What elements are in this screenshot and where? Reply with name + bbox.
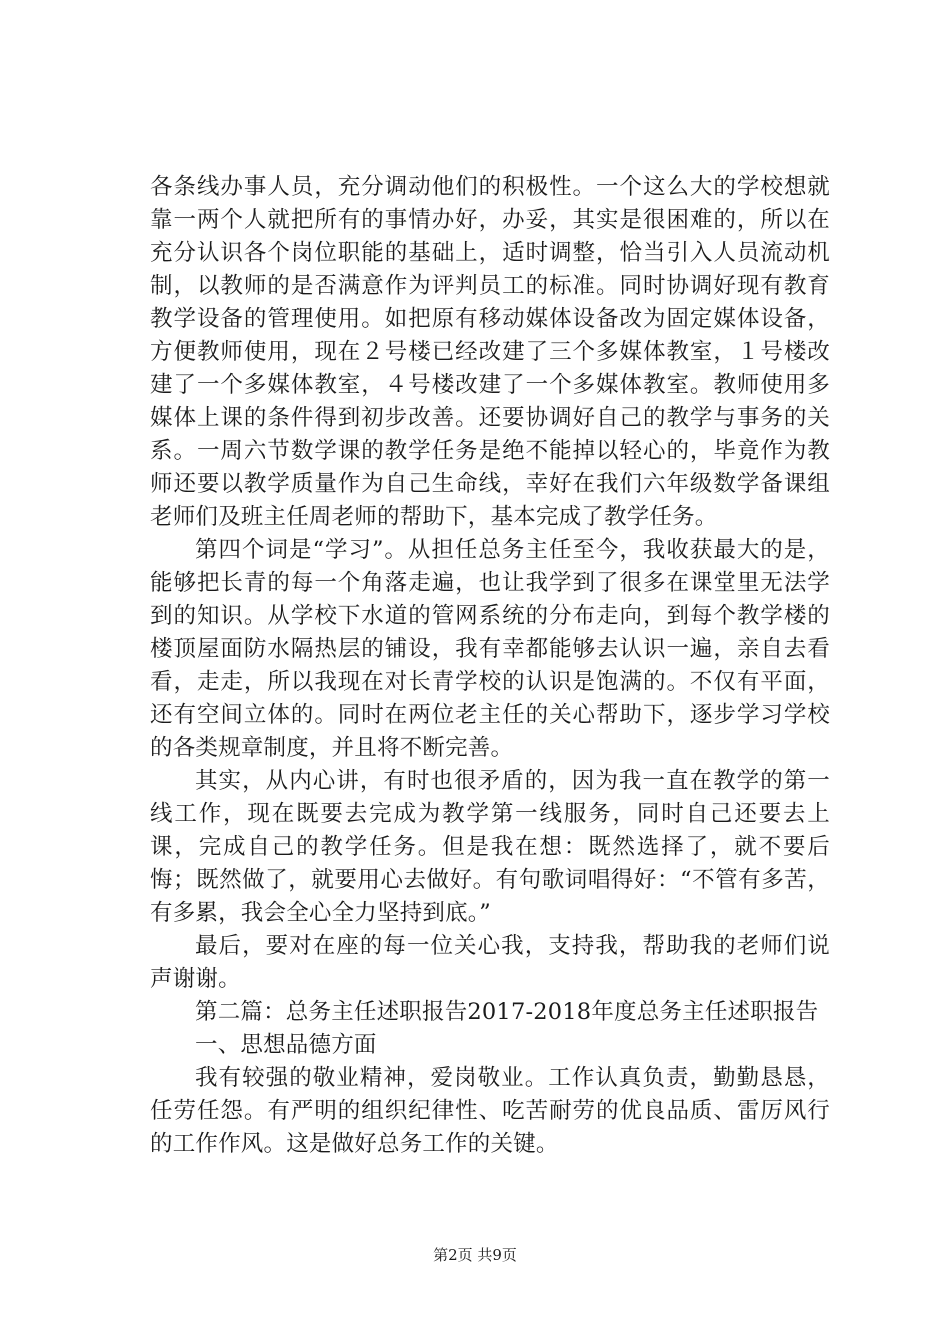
document-body <box>150 171 830 1161</box>
paragraph-learning: 第四个词是“学习”。从担任总务主任至今，我收获最大的是，能够把长青的每一个角落走遍，也让我学到了很多在课堂里无法学到的知识。从学校下水道的管网系统的分布走向，到每个教学楼的楼顶屋面防水隔热层的铺设，我有幸都能够去认识一遍，亲自去看看，走走，所以我现在对长青学校的认识是饱满的。不仅有平面，还有空间立体的。同时在两位老主任的关心帮助下，逐步学习学校的各类规章制度，并且将不断完善。 <box>150 537 830 761</box>
paragraph-work-ethic: 我有较强的敬业精神，爱岗敬业。工作认真负责，勤勤恳恳，任劳任怨。有严明的组织纪律性、吃苦耐劳的优良品质、雷厉风行的工作作风。这是做好总务工作的关键。 <box>150 1065 830 1157</box>
paragraph-reflection: 其实，从内心讲，有时也很矛盾的，因为我一直在教学的第一线工作，现在既要去完成为教学第一线服务，同时自己还要去上课，完成自己的教学任务。但是我在想：既然选择了，就不要后悔；既然做了，就要用心去做好。有句歌词唱得好：“不管有多苦，有多累，我会全心全力坚持到底。” <box>150 768 830 926</box>
subheading-moral-character: 一、思想品德方面 <box>195 1032 377 1058</box>
paragraph-thanks: 最后，要对在座的每一位关心我，支持我，帮助我的老师们说声谢谢。 <box>150 933 830 992</box>
paragraph-coordination-continued: 各条线办事人员，充分调动他们的积极性。一个这么大的学校想就靠一两个人就把所有的事情办好，办妥，其实是很困难的，所以在充分认识各个岗位职能的基础上，适时调整，恰当引入人员流动机制，以教师的是否满意作为评判员工的标准。同时协调好现有教育教学设备的管理使用。如把原有移动媒体设备改为固定媒体设备，方便教师使用，现在２号楼已经改建了三个多媒体教室，１号楼改建了一个多媒体教室，４号楼改建了一个多媒体教室。教师使用多媒体上课的条件得到初步改善。还要协调好自己的教学与事务的关系。一周六节数学课的教学任务是绝不能掉以轻心的，毕竟作为教师还要以教学质量作为自己生命线，幸好在我们六年级数学备课组老师们及班主任周老师的帮助下，基本完成了教学任务。 <box>150 174 830 530</box>
section-heading-part-two: 第二篇：总务主任述职报告2017-2018年度总务主任述职报告 <box>195 999 819 1025</box>
page-number-footer: 第2页 共9页 <box>433 1246 517 1264</box>
